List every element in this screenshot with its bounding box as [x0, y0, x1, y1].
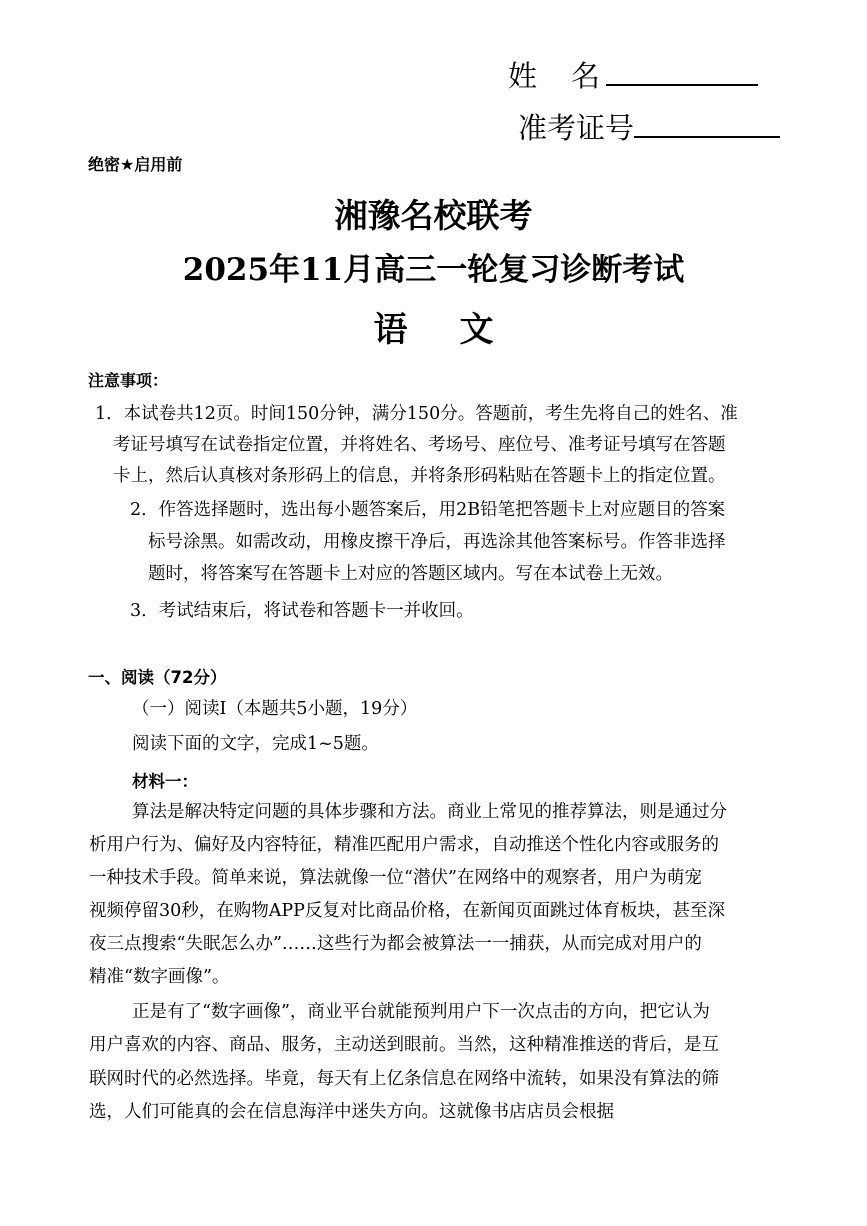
paragraph1-line1: 算法是解决特定问题的具体步骤和方法。商业上常见的推荐算法，则是通过分 — [132, 802, 727, 822]
reading-instruction: 阅读下面的文字，完成1~5题。 — [132, 734, 379, 754]
paragraph2-line4: 选，人们可能真的会在信息海洋中迷失方向。这就像书店店员会根据 — [89, 1102, 614, 1122]
notes-heading: 注意事项： — [88, 371, 169, 390]
paragraph2-line3: 联网时代的必然选择。毕竟，每天有上亿条信息在网络中流转，如果没有算法的筛 — [89, 1069, 719, 1089]
note-item-2-line1: 2．作答选择题时，选出每小题答案后，用2B铅笔把答题卡上对应题目的答案 — [130, 500, 726, 520]
note-item-2-line3: 题时，将答案写在答题卡上对应的答题区域内。写在本试卷上无效。 — [148, 564, 673, 584]
paragraph1-line2: 析用户行为、偏好及内容特征，精准匹配用户需求，自动推送个性化内容或服务的 — [89, 835, 719, 855]
subject-title: 语文 — [373, 310, 546, 350]
exam-number-blank-line — [634, 110, 780, 138]
note-item-1-line1: 1．本试卷共12页。时间150分钟，满分150分。答题前，考生先将自己的姓名、准 — [95, 404, 738, 424]
note-item-1-line2: 考证号填写在试卷指定位置，并将姓名、考场号、座位号、准考证号填写在答题 — [113, 435, 726, 455]
paragraph2-line1: 正是有了“数字画像”，商业平台就能预判用户下一次点击的方向，把它认为 — [132, 1002, 710, 1022]
paragraph1-line5: 夜三点搜索“失眠怎么办”……这些行为都会被算法一一捕获，从而完成对用户的 — [89, 934, 702, 954]
paragraph2-line2: 用户喜欢的内容、商品、服务，主动送到眼前。当然，这种精准推送的背后，是互 — [89, 1035, 719, 1055]
exam-number-label: 准考证号 — [518, 111, 635, 145]
exam-number-field — [518, 110, 780, 145]
paragraph1-line4: 视频停留30秒，在购物APP反复对比商品价格，在新闻页面跳过体育板块，甚至深 — [89, 901, 725, 921]
material-label: 材料一： — [132, 772, 198, 791]
exam-title-line1: 湘豫名校联考 — [334, 196, 533, 235]
note-item-2-line2: 标号涂黑。如需改动，用橡皮擦干净后，再选涂其他答案标号。作答非选择 — [148, 532, 726, 552]
confidential-mark: 绝密★启用前 — [88, 155, 183, 174]
name-label: 姓名 — [508, 59, 635, 93]
name-field — [508, 58, 758, 93]
section-heading: 一、阅读（72分） — [88, 668, 227, 687]
paragraph1-line6: 精准“数字画像”。 — [89, 967, 230, 987]
paragraph1-line3: 一种技术手段。简单来说，算法就像一位“潜伏”在网络中的观察者，用户为萌宠 — [89, 868, 702, 888]
part-heading: （一）阅读I（本题共5小题，19分） — [132, 699, 418, 719]
exam-title-line2: 2025年11月高三一轮复习诊断考试 — [182, 252, 685, 288]
name-blank-line — [606, 58, 758, 86]
note-item-3: 3．考试结束后，将试卷和答题卡一并收回。 — [130, 601, 474, 621]
note-item-1-line3: 卡上，然后认真核对条形码上的信息，并将条形码粘贴在答题卡上的指定位置。 — [113, 466, 726, 486]
